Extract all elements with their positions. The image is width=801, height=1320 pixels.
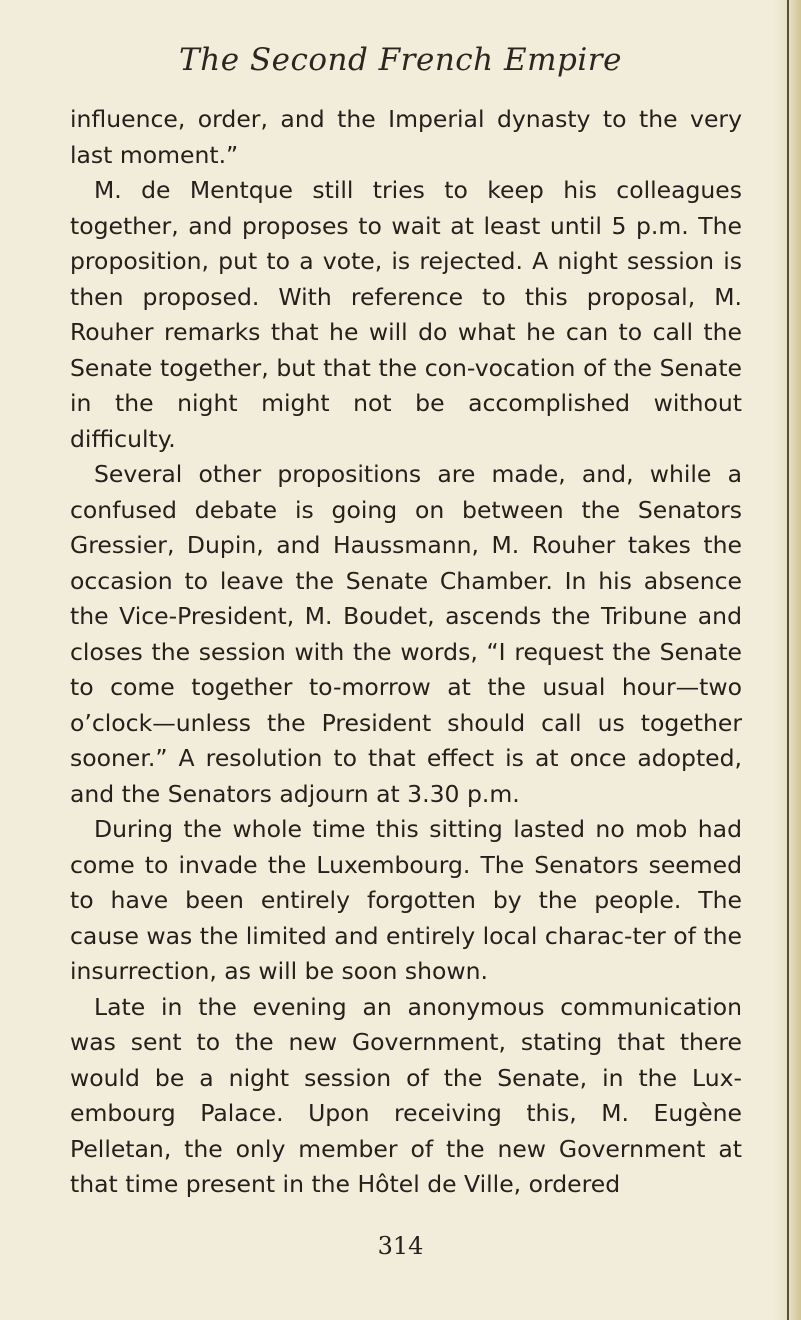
body-text	[70, 102, 742, 1203]
page-number: 314	[377, 1232, 424, 1260]
page-edge-line	[787, 0, 789, 1320]
paragraph: M. de Mentque still tries to keep his colleagues together, and proposes to wait at least until 5 p.m. The proposition, put to a vote, is rejected. A night session is then proposed. With reference to this proposal, M. Rouher remarks that he will do what he can to call the Senate together, but that the con-vocation of the Senate in the night might not be accomplished without difficulty.	[70, 176, 742, 453]
paragraph: Several other propositions are made, and, while a confused debate is going on between the Senators Gressier, Dupin, and Haussmann, M. Rouher takes the occasion to leave the Senate Chamber. In his absence the Vice-President, M. Boudet, ascends the Tribune and closes the session with the words, “I request the Senate to come together to-morrow at the usual hour—two o’clock—unless the President should call us together sooner.” A resolution to that effect is at once adopted, and the Senators adjourn at 3.30 p.m.	[70, 460, 742, 808]
running-head: The Second French Empire	[179, 42, 622, 78]
paragraph: During the whole time this sitting lasted no mob had come to invade the Luxembourg. The Senators seemed to have been entirely forgotten by the people. The cause was the limited and entirely local charac-ter of the insurrection, as will be soon shown.	[70, 815, 742, 985]
paragraph-continued: influence, order, and the Imperial dynasty to the very last moment.”	[70, 105, 742, 169]
paragraph: Late in the evening an anonymous communication was sent to the new Government, stating that there would be a night session of the Senate, in the Lux-embourg Palace. Upon receiving this, M. Eugène Pelletan, the only member of the new Government at that time present in the Hôtel de Ville, ordered	[70, 992, 742, 1198]
